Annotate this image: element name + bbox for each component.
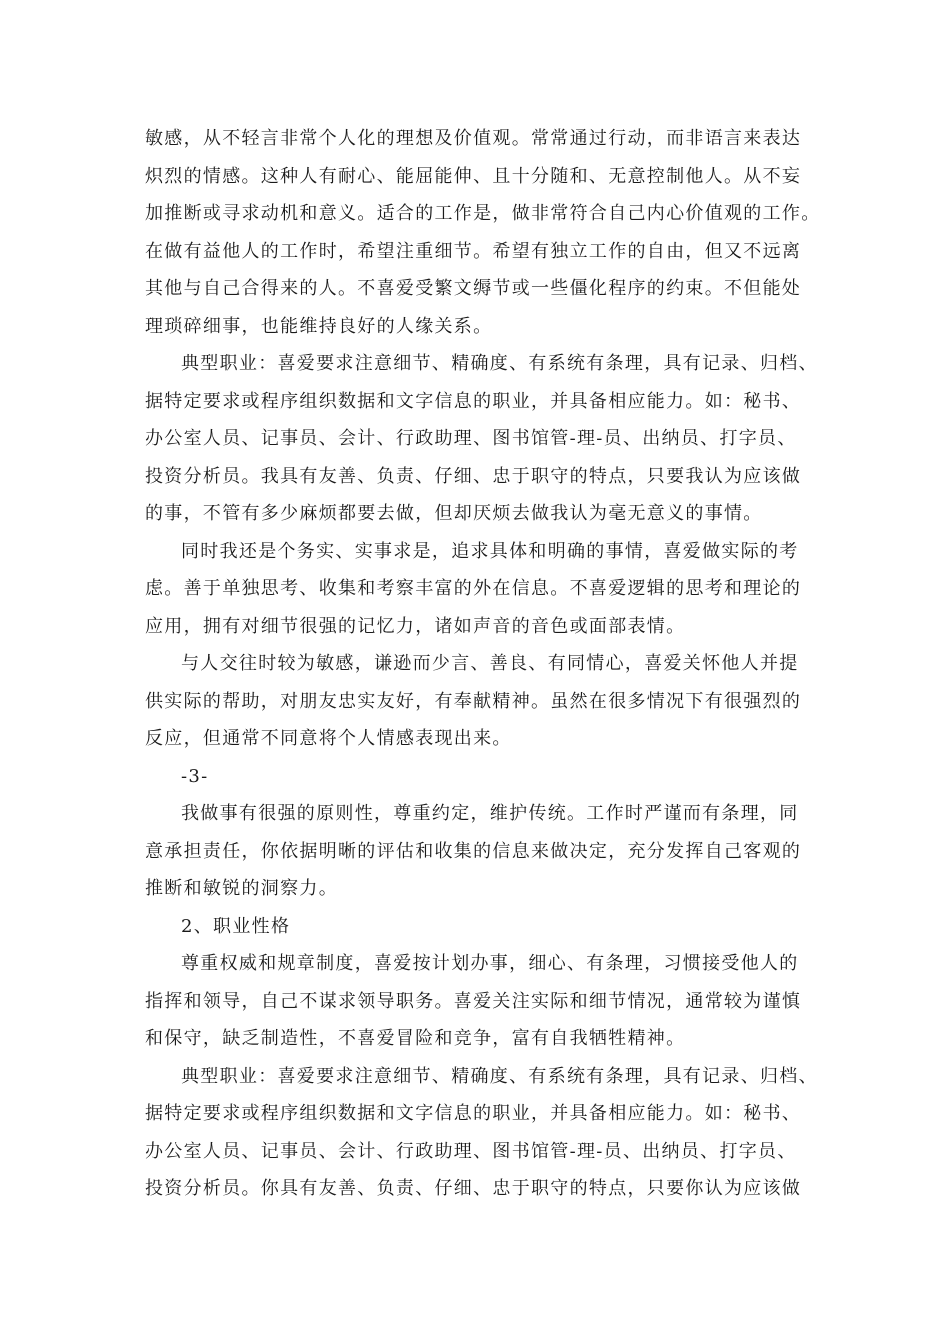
text-line: 同时我还是个务实、实事求是，追求具体和明确的事情，喜爱做实际的考 bbox=[181, 540, 799, 562]
text-line: 我做事有很强的原则性，尊重约定，维护传统。工作时严谨而有条理，同 bbox=[181, 803, 799, 824]
text-line: 与人交往时较为敏感，谦逊而少言、善良、有同情心，喜爱关怀他人并提 bbox=[181, 653, 799, 674]
text-line: 办公室人员、记事员、会计、行政助理、图书馆管-理-员、出纳员、打字员、 bbox=[145, 1140, 797, 1162]
text-line: 在做有益他人的工作时，希望注重细节。希望有独立工作的自由，但又不远离 bbox=[145, 240, 802, 262]
text-line: 炽烈的情感。这种人有耐心、能屈能伸、且十分随和、无意控制他人。从不妄 bbox=[145, 165, 802, 187]
body-text bbox=[145, 120, 821, 1208]
text-line: 投资分析员。我具有友善、负责、仔细、忠于职守的特点，只要我认为应该做 bbox=[145, 465, 802, 487]
text-line: 尊重权威和规章制度，喜爱按计划办事，细心、有条理，习惯接受他人的 bbox=[181, 953, 799, 974]
text-line: 敏感，从不轻言非常个人化的理想及价值观。常常通过行动，而非语言来表达 bbox=[145, 128, 802, 149]
text-line: 投资分析员。你具有友善、负责、仔细、忠于职守的特点，只要你认为应该做 bbox=[145, 1178, 802, 1199]
text-line: 和保守，缺乏制造性，不喜爱冒险和竞争，富有自我牺牲精神。 bbox=[145, 1028, 686, 1049]
text-line: 典型职业：喜爱要求注意细节、精确度、有系统有条理，具有记录、归档、 bbox=[181, 353, 818, 374]
text-line: 供实际的帮助，对朋友忠实友好，有奉献精神。虽然在很多情况下有很强烈的 bbox=[145, 690, 802, 712]
text-line: 典型职业：喜爱要求注意细节、精确度、有系统有条理，具有记录、归档、 bbox=[181, 1065, 818, 1087]
text-line: 虑。善于单独思考、收集和考察丰富的外在信息。不喜爱逻辑的思考和理论的 bbox=[145, 578, 802, 599]
text-line: 指挥和领导，自己不谋求领导职务。喜爱关注实际和细节情况，通常较为谨慎 bbox=[145, 990, 802, 1012]
text-line: 推断和敏锐的洞察力。 bbox=[145, 878, 338, 899]
page-number: -3- bbox=[181, 765, 209, 787]
section-heading: 2、职业性格 bbox=[181, 915, 291, 937]
text-line: 据特定要求或程序组织数据和文字信息的职业，并具备相应能力。如：秘书、 bbox=[145, 1103, 802, 1124]
text-line: 的事，不管有多少麻烦都要去做，但却厌烦去做我认为毫无意义的事情。 bbox=[145, 503, 763, 524]
text-line: 办公室人员、记事员、会计、行政助理、图书馆管-理-员、出纳员、打字员、 bbox=[145, 428, 797, 449]
text-line: 加推断或寻求动机和意义。适合的工作是，做非常符合自己内心价值观的工作。 bbox=[145, 203, 821, 224]
text-line: 其他与自己合得来的人。不喜爱受繁文缛节或一些僵化程序的约束。不但能处 bbox=[145, 278, 802, 299]
text-line: 意承担责任，你依据明晰的评估和收集的信息来做决定，充分发挥自己客观的 bbox=[145, 840, 802, 862]
text-line: 理琐碎细事，也能维持良好的人缘关系。 bbox=[145, 315, 493, 337]
text-line: 应用，拥有对细节很强的记忆力，诸如声音的音色或面部表情。 bbox=[145, 615, 686, 637]
text-line: 据特定要求或程序组织数据和文字信息的职业，并具备相应能力。如：秘书、 bbox=[145, 390, 802, 412]
text-line: 反应，但通常不同意将个人情感表现出来。 bbox=[145, 728, 512, 749]
